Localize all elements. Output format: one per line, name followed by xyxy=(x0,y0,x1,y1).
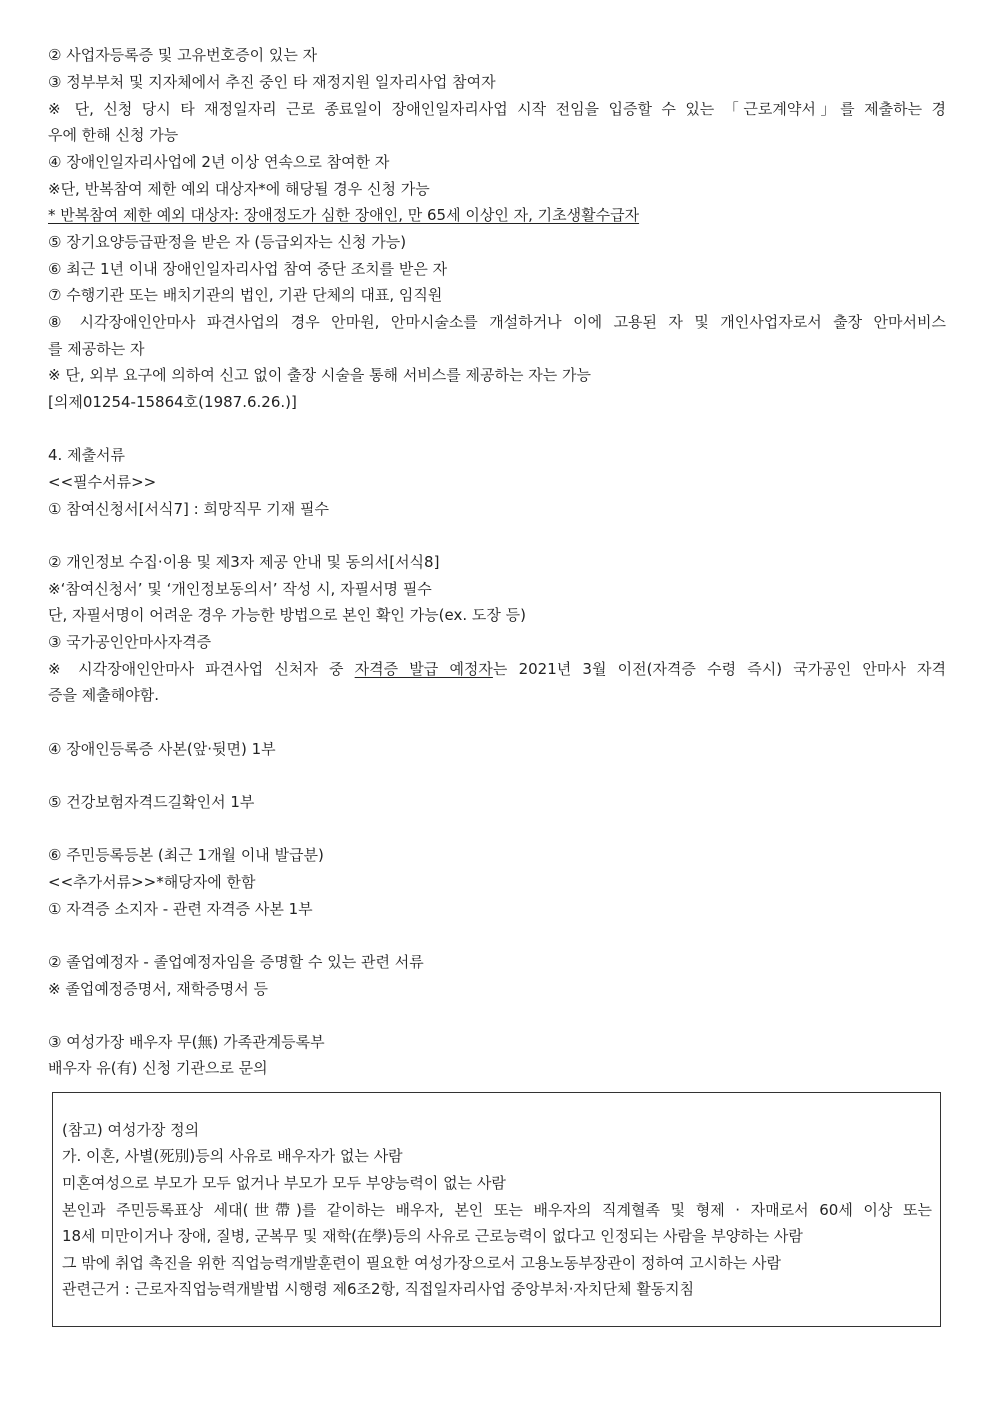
required-doc-2-note-2: 단, 자필서명이 어려운 경우 가능한 방법으로 본인 확인 가능(ex. 도장 등) xyxy=(48,606,526,624)
reference-box-line-4: 18세 미만이거나 장애, 질병, 군복무 및 재학(在學)등의 사유로 근로능력이 없다고 인정되는 사람을 부양하는 사람 xyxy=(62,1227,803,1245)
exclusion-item-4: ④ 장애인일자리사업에 2년 이상 연속으로 참여한 자 xyxy=(48,153,390,171)
additional-doc-1: ① 자격증 소지자 - 관련 자격증 사본 1부 xyxy=(48,900,313,918)
required-doc-6: ⑥ 주민등록등본 (최근 1개월 이내 발급분) xyxy=(48,846,324,864)
required-doc-1: ① 참여신청서[서식7] : 희망직무 기재 필수 xyxy=(48,500,329,518)
additional-doc-2: ② 졸업예정자 - 졸업예정자임을 증명할 수 있는 관련 서류 xyxy=(48,953,424,971)
exclusion-item-4-footnote: * 반복참여 제한 예외 대상자: 장애정도가 심한 장애인, 만 65세 이상인 자, 기초생활수급자 xyxy=(48,206,640,224)
reference-box-line-3: 본인과 주민등록표상 세대(世帶)를 같이하는 배우자, 본인 또는 배우자의 직계혈족 및 형제 · 자매로서 60세 이상 또는 xyxy=(62,1201,932,1219)
additional-doc-2-note: ※ 졸업예정증명서, 재학증명서 등 xyxy=(48,980,269,998)
required-doc-5: ⑤ 건강보험자격드길확인서 1부 xyxy=(48,793,255,811)
exclusion-item-8-line1: ⑧ 시각장애인안마사 파견사업의 경우 안마원, 안마시술소를 개설하거나 이에 고용된 자 및 개인사업자로서 출장 안마서비스 xyxy=(48,313,946,331)
required-documents-heading: <<필수서류>> xyxy=(48,473,157,491)
exclusion-item-6: ⑥ 최근 1년 이내 장애인일자리사업 참여 중단 조치를 받은 자 xyxy=(48,260,448,278)
exclusion-item-7: ⑦ 수행기관 또는 배치기관의 법인, 기관 단체의 대표, 임직원 xyxy=(48,286,443,304)
reference-box-line-1: 가. 이혼, 사별(死別)등의 사유로 배우자가 없는 사람 xyxy=(62,1147,403,1165)
exclusion-item-8-line2: 를 제공하는 자 xyxy=(48,340,145,358)
exclusion-item-8-note: ※ 단, 외부 요구에 의하여 신고 없이 출장 시술을 통해 서비스를 제공하는 자는 가능 xyxy=(48,366,592,384)
exclusion-item-3-note-line2: 우에 한해 신청 가능 xyxy=(48,126,179,144)
section-heading-documents: 4. 제출서류 xyxy=(48,446,126,464)
additional-doc-3: ③ 여성가장 배우자 무(無) 가족관계등록부 xyxy=(48,1033,325,1051)
exclusion-item-8-ref: [의제01254-15864호(1987.6.26.)] xyxy=(48,393,297,411)
required-doc-3-note-prefix: ※ 시각장애인안마사 파견사업 신처자 중 xyxy=(48,660,355,678)
required-doc-3-note xyxy=(48,656,946,682)
required-doc-3-note-line2: 증을 제출해야함. xyxy=(48,686,159,704)
reference-box xyxy=(52,1092,941,1327)
exclusion-item-5: ⑤ 장기요양등급판정을 받은 자 (등급외자는 신청 가능) xyxy=(48,233,407,251)
required-doc-2-note: ※‘참여신청서’ 및 ‘개인정보동의서’ 작성 시, 자필서명 필수 xyxy=(48,580,432,598)
additional-documents-heading: <<추가서류>>*해당자에 한함 xyxy=(48,873,256,891)
exclusion-item-4-note: ※단, 반복참여 제한 예외 대상자*에 해당될 경우 신청 가능 xyxy=(48,180,430,198)
exclusion-item-3: ③ 정부부처 및 지자체에서 추진 중인 타 재정지원 일자리사업 참여자 xyxy=(48,73,496,91)
required-doc-4: ④ 장애인등록증 사본(앞·뒷면) 1부 xyxy=(48,740,276,758)
reference-box-line-2: 미혼여성으로 부모가 모두 없거나 부모가 모두 부양능력이 없는 사람 xyxy=(62,1174,506,1192)
reference-box-line-6: 관련근거 : 근로자직업능력개발법 시행령 제6조2항, 직접일자리사업 중앙부처·자치단체 활동지침 xyxy=(62,1280,695,1298)
exclusion-item-2: ② 사업자등록증 및 고유번호증이 있는 자 xyxy=(48,46,318,64)
reference-box-line-5: 그 밖에 취업 촉진을 위한 직업능력개발훈련이 필요한 여성가장으로서 고용노동부장관이 정하여 고시하는 사람 xyxy=(62,1254,781,1272)
reference-box-title: (참고) 여성가장 정의 xyxy=(62,1121,200,1139)
required-doc-3: ③ 국가공인안마사자격증 xyxy=(48,633,212,651)
exclusion-item-3-note-line1: ※ 단, 신청 당시 타 재정일자리 근로 종료일이 장애인일자리사업 시작 전임을 입증할 수 있는 「근로계약서」를 제출하는 경 xyxy=(48,100,946,118)
required-doc-3-note-suffix: 는 2021년 3월 이전(자격증 수령 즉시) 국가공인 안마사 자격 xyxy=(492,660,946,678)
required-doc-2: ② 개인정보 수집·이용 및 제3자 제공 안내 및 동의서[서식8] xyxy=(48,553,440,571)
additional-doc-3-note: 배우자 유(有) 신청 기관으로 문의 xyxy=(48,1059,268,1077)
required-doc-3-note-underlined: 자격증 발급 예정자 xyxy=(354,660,493,678)
